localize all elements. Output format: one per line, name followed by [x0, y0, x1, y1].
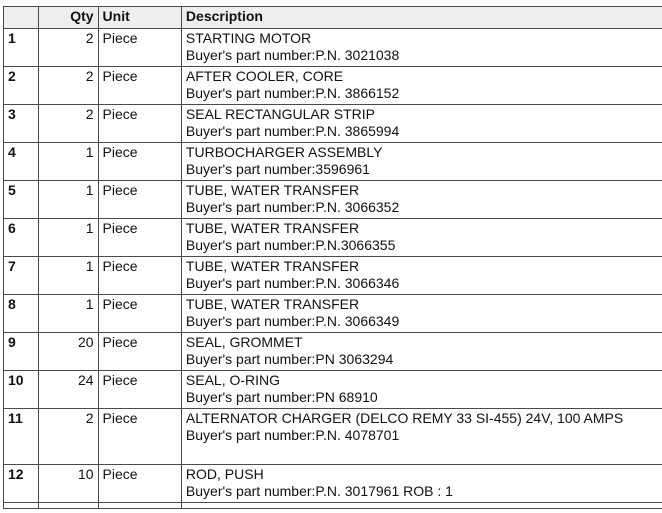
- unit-column-header: Unit: [98, 7, 181, 29]
- table-row: [4, 105, 662, 143]
- item-description: SEAL, GROMMET: [185, 334, 303, 350]
- empty-cell: [4, 503, 39, 509]
- table-row: [4, 29, 662, 67]
- buyer-part-number: Buyer's part number:P.N.3066355: [185, 237, 396, 253]
- row-qty: 1: [38, 295, 98, 333]
- row-unit: Piece: [98, 465, 181, 503]
- item-description: STARTING MOTOR: [185, 30, 312, 46]
- row-unit: Piece: [98, 105, 181, 143]
- row-description-cell: [181, 371, 662, 409]
- row-description-cell: [181, 465, 662, 503]
- row-number: 10: [4, 371, 39, 409]
- item-description: ALTERNATOR CHARGER (DELCO REMY 33 SI-455) 24V, 100 AMPS: [185, 410, 624, 426]
- row-qty: 1: [38, 257, 98, 295]
- table-row: [4, 333, 662, 371]
- description-column-header: Description: [181, 7, 662, 29]
- item-description: TUBE, WATER TRANSFER: [185, 182, 360, 198]
- qty-column-header: Qty: [38, 7, 98, 29]
- table-row: [4, 295, 662, 333]
- row-description-cell: [181, 219, 662, 257]
- buyer-part-number: Buyer's part number:P.N. 3017961 ROB : 1: [185, 483, 453, 499]
- table-row: [4, 67, 662, 105]
- item-description: ROD, PUSH: [185, 466, 264, 482]
- row-number: 4: [4, 143, 39, 181]
- row-unit: Piece: [98, 143, 181, 181]
- row-qty: 10: [38, 465, 98, 503]
- table-row: [4, 219, 662, 257]
- row-qty: 20: [38, 333, 98, 371]
- row-description-cell: [181, 29, 662, 67]
- row-description-cell: [181, 105, 662, 143]
- row-unit: Piece: [98, 67, 181, 105]
- row-description-cell: [181, 67, 662, 105]
- buyer-part-number: Buyer's part number:3596961: [185, 161, 370, 177]
- buyer-part-number: Buyer's part number:P.N. 3866152: [185, 85, 400, 101]
- buyer-part-number: Buyer's part number:P.N. 3021038: [185, 47, 400, 63]
- row-description-cell: [181, 409, 662, 465]
- table-row: [4, 257, 662, 295]
- row-qty: 1: [38, 181, 98, 219]
- empty-cell: [98, 503, 181, 509]
- row-unit: Piece: [98, 371, 181, 409]
- row-unit: Piece: [98, 257, 181, 295]
- row-qty: 1: [38, 143, 98, 181]
- table-row-continuation: [4, 503, 662, 509]
- row-description-cell: [181, 143, 662, 181]
- row-unit: Piece: [98, 219, 181, 257]
- row-qty: 1: [38, 219, 98, 257]
- row-number: 12: [4, 465, 39, 503]
- row-unit: Piece: [98, 181, 181, 219]
- table-row: [4, 371, 662, 409]
- row-qty: 2: [38, 409, 98, 465]
- buyer-part-number: Buyer's part number:PN 3063294: [185, 351, 394, 367]
- empty-cell: [181, 503, 662, 509]
- item-description: TURBOCHARGER ASSEMBLY: [185, 144, 383, 160]
- table-row: [4, 409, 662, 465]
- row-number: 9: [4, 333, 39, 371]
- row-unit: Piece: [98, 295, 181, 333]
- row-qty: 2: [38, 105, 98, 143]
- empty-cell: [38, 503, 98, 509]
- row-description-cell: [181, 257, 662, 295]
- item-description: TUBE, WATER TRANSFER: [185, 296, 360, 312]
- buyer-part-number: Buyer's part number:P.N. 3865994: [185, 123, 400, 139]
- buyer-part-number: Buyer's part number:P.N. 4078701: [185, 427, 400, 443]
- item-description: TUBE, WATER TRANSFER: [185, 258, 360, 274]
- item-description: TUBE, WATER TRANSFER: [185, 220, 360, 236]
- row-unit: Piece: [98, 29, 181, 67]
- row-number: 8: [4, 295, 39, 333]
- line-items-table: [3, 6, 662, 509]
- row-unit: Piece: [98, 409, 181, 465]
- row-description-cell: [181, 295, 662, 333]
- buyer-part-number: Buyer's part number:P.N. 3066349: [185, 313, 400, 329]
- row-number: 5: [4, 181, 39, 219]
- row-qty: 24: [38, 371, 98, 409]
- item-description: SEAL RECTANGULAR STRIP: [185, 106, 375, 122]
- row-qty: 2: [38, 29, 98, 67]
- row-unit: Piece: [98, 333, 181, 371]
- row-number: 3: [4, 105, 39, 143]
- table-row: [4, 465, 662, 503]
- buyer-part-number: Buyer's part number:P.N. 3066352: [185, 199, 400, 215]
- number-column-header: [4, 7, 39, 29]
- row-number: 2: [4, 67, 39, 105]
- row-qty: 2: [38, 67, 98, 105]
- row-number: 6: [4, 219, 39, 257]
- buyer-part-number: Buyer's part number:P.N. 3066346: [185, 275, 400, 291]
- row-description-cell: [181, 333, 662, 371]
- item-description: SEAL, O-RING: [185, 372, 281, 388]
- table-row: [4, 143, 662, 181]
- row-number: 11: [4, 409, 39, 465]
- row-description-cell: [181, 181, 662, 219]
- table-row: [4, 181, 662, 219]
- row-number: 1: [4, 29, 39, 67]
- buyer-part-number: Buyer's part number:PN 68910: [185, 389, 378, 405]
- header-row: [4, 7, 662, 29]
- row-number: 7: [4, 257, 39, 295]
- item-description: AFTER COOLER, CORE: [185, 68, 344, 84]
